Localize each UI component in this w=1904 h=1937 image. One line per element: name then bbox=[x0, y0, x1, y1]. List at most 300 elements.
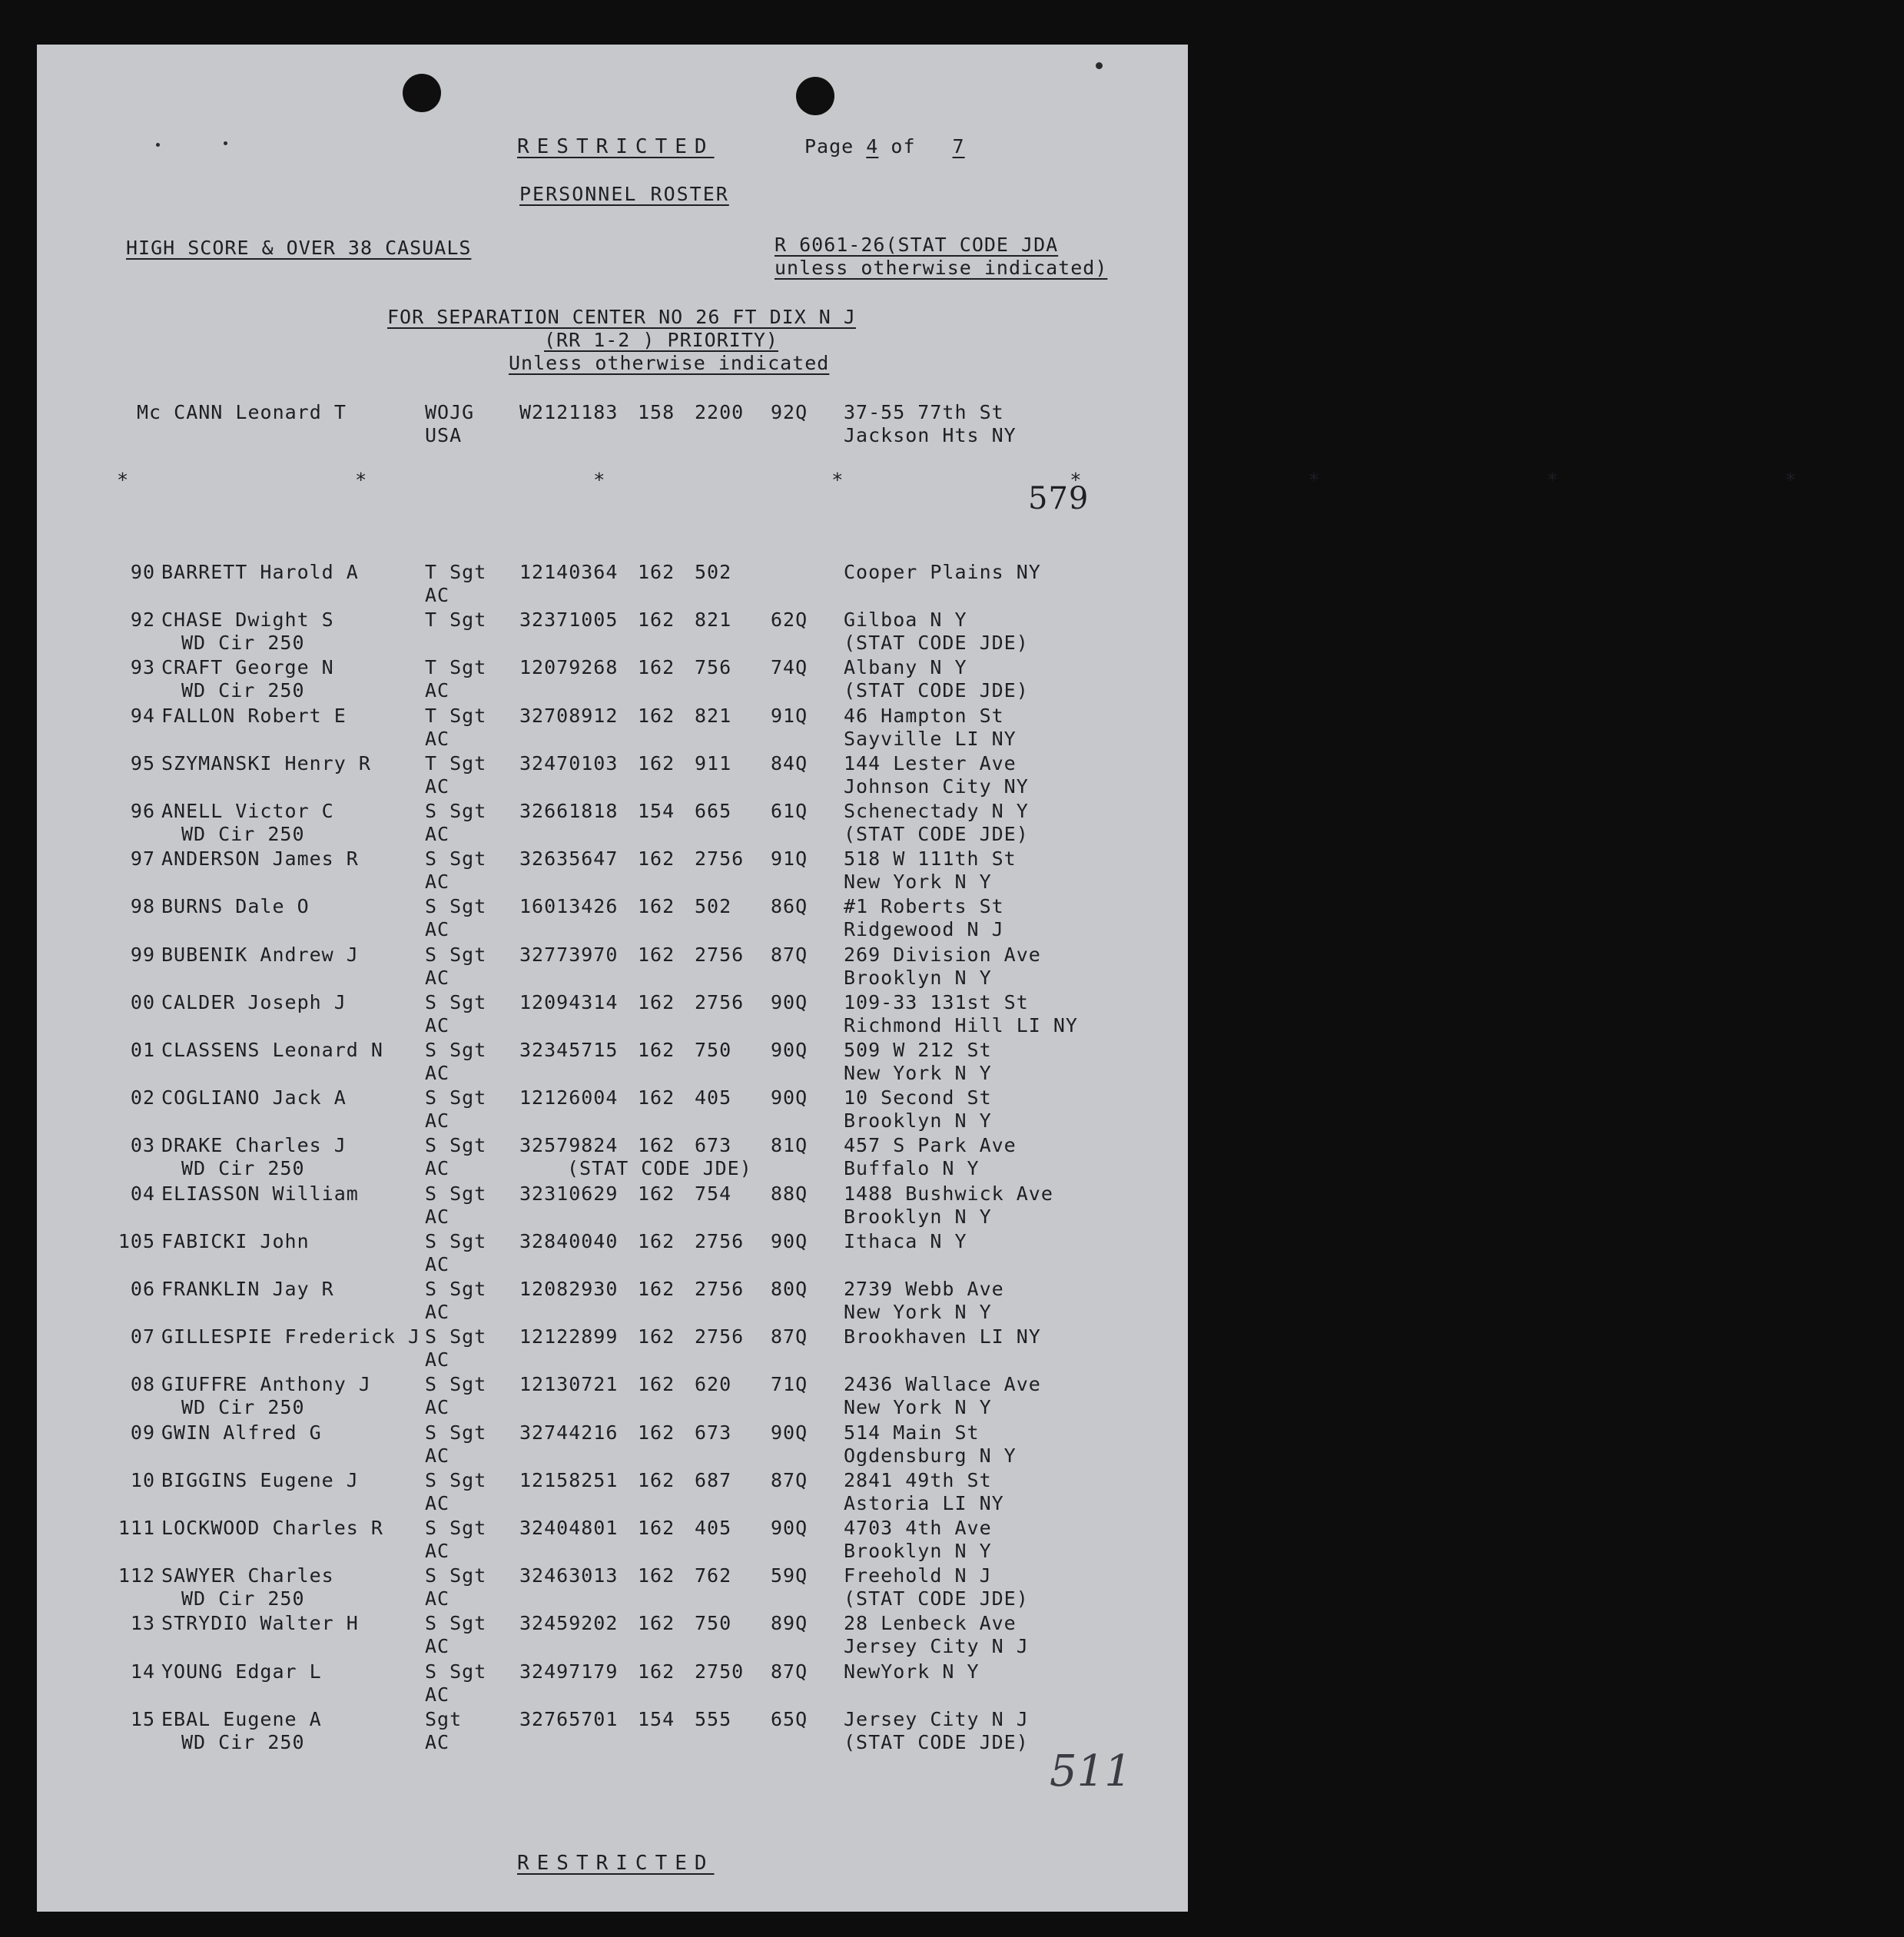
entry-serial: 12158251 bbox=[519, 1468, 619, 1491]
page-number: 4 bbox=[866, 135, 879, 158]
entry-arm: AC bbox=[425, 774, 450, 798]
entry-name: BUBENIK Andrew J bbox=[161, 943, 359, 966]
entry-number: 92 bbox=[130, 609, 155, 632]
entry-address-2: (STAT CODE JDE) bbox=[844, 1730, 1029, 1753]
entry-address-2: (STAT CODE JDE) bbox=[844, 1587, 1029, 1610]
entry-name: ANELL Victor C bbox=[161, 800, 334, 822]
punch-hole-left bbox=[403, 74, 441, 112]
entry-name: EBAL Eugene A bbox=[161, 1707, 322, 1730]
entry-address-1: Jersey City N J bbox=[844, 1707, 1029, 1730]
entry-arm: AC bbox=[425, 1683, 450, 1706]
entry-arm: AC bbox=[425, 1157, 450, 1180]
entry-number: 13 bbox=[130, 1612, 155, 1635]
roster-page bbox=[37, 45, 1904, 1912]
entry-mos: 620 bbox=[695, 1373, 732, 1396]
entry-name: FALLON Robert E bbox=[161, 704, 347, 727]
entry-address-2: Ridgewood N J bbox=[844, 918, 1004, 941]
reference-line-1: R 6061-26(STAT CODE JDA bbox=[775, 234, 1059, 256]
entry-address-2: (STAT CODE JDE) bbox=[844, 679, 1029, 702]
entry-address-1: 269 Division Ave bbox=[844, 943, 1041, 966]
page-indicator bbox=[804, 135, 990, 158]
entry-address-2: Brooklyn N Y bbox=[844, 1109, 992, 1133]
entry-points: 162 bbox=[638, 656, 675, 679]
roster-entry bbox=[37, 1517, 1188, 1564]
entry-serial: 32635647 bbox=[519, 847, 619, 871]
entry-aa: 87Q bbox=[771, 943, 808, 966]
entry-grade: S Sgt bbox=[425, 800, 487, 822]
entry-address-1: 2841 49th St bbox=[844, 1468, 992, 1491]
entry-aa: 90Q bbox=[771, 1039, 808, 1061]
entry-aa: 90Q bbox=[771, 990, 808, 1013]
roster-entry bbox=[37, 944, 1188, 991]
entry-address-1: Cooper Plains NY bbox=[844, 561, 1041, 583]
roster-entry bbox=[37, 1325, 1188, 1373]
entry-grade: S Sgt bbox=[425, 1278, 487, 1300]
entry-mos: 911 bbox=[695, 751, 732, 774]
entry-name: CHASE Dwight S bbox=[161, 609, 334, 632]
entry-serial: 12122899 bbox=[519, 1325, 619, 1348]
entry-address-2: Buffalo N Y bbox=[844, 1157, 980, 1180]
entry-address-2: New York N Y bbox=[844, 1062, 992, 1084]
roster-entry bbox=[37, 1039, 1188, 1086]
entry-address-1: Schenectady N Y bbox=[844, 800, 1029, 822]
entry-aa: 87Q bbox=[771, 1660, 808, 1683]
roster-entry bbox=[37, 1230, 1188, 1278]
entry-reference: WD Cir 250 bbox=[181, 1396, 305, 1419]
entry-mos: 750 bbox=[695, 1612, 732, 1635]
entry-name: BIGGINS Eugene J bbox=[161, 1468, 359, 1491]
entry-aa: 80Q bbox=[771, 1278, 808, 1300]
entry-address-1: 2739 Webb Ave bbox=[844, 1278, 1004, 1300]
entry-points: 162 bbox=[638, 1134, 675, 1157]
entry-address-1: 1488 Bushwick Ave bbox=[844, 1182, 1053, 1205]
entry-points: 162 bbox=[638, 1564, 675, 1587]
entry-serial: 32661818 bbox=[519, 800, 619, 822]
entry-mos: 555 bbox=[695, 1707, 732, 1730]
entry-arm: AC bbox=[425, 1109, 450, 1133]
entry-number: 14 bbox=[130, 1660, 155, 1683]
entry-serial: 32744216 bbox=[519, 1421, 619, 1444]
entry-address-2: New York N Y bbox=[844, 1301, 992, 1323]
entry-number: 97 bbox=[130, 847, 155, 871]
entry-address-2: Richmond Hill LI NY bbox=[844, 1013, 1078, 1036]
entry-points: 162 bbox=[638, 943, 675, 966]
entry-grade: WOJG bbox=[425, 401, 475, 423]
entry-points: 162 bbox=[638, 609, 675, 632]
entry-arm: AC bbox=[425, 1205, 450, 1228]
entry-grade: S Sgt bbox=[425, 943, 487, 966]
entry-arm: AC bbox=[425, 918, 450, 941]
entry-aa: 74Q bbox=[771, 656, 808, 679]
entry-name: FABICKI John bbox=[161, 1229, 310, 1252]
roster-entry bbox=[37, 561, 1188, 609]
entry-aa: 65Q bbox=[771, 1707, 808, 1730]
entry-mos: 2756 bbox=[695, 943, 745, 966]
roster-entry bbox=[37, 1469, 1188, 1517]
entry-grade: S Sgt bbox=[425, 1373, 487, 1396]
entry-number: 07 bbox=[130, 1325, 155, 1348]
entry-points: 162 bbox=[638, 561, 675, 583]
entry-serial: 16013426 bbox=[519, 895, 619, 918]
entry-name: Mc CANN Leonard T bbox=[137, 401, 347, 423]
classification-footer: RESTRICTED bbox=[517, 1852, 715, 1875]
roster-entry bbox=[37, 1708, 1188, 1756]
entry-points: 162 bbox=[638, 1229, 675, 1252]
entry-aa: 91Q bbox=[771, 704, 808, 727]
entry-grade: T Sgt bbox=[425, 704, 487, 727]
entry-serial: 32840040 bbox=[519, 1229, 619, 1252]
entry-number: 08 bbox=[130, 1373, 155, 1396]
entry-number: 99 bbox=[130, 943, 155, 966]
entry-serial: 12079268 bbox=[519, 656, 619, 679]
entry-serial: 32497179 bbox=[519, 1660, 619, 1683]
destination-line-1: FOR SEPARATION CENTER NO 26 FT DIX N J bbox=[387, 306, 856, 328]
entry-aa: 90Q bbox=[771, 1086, 808, 1109]
entry-arm: AC bbox=[425, 1062, 450, 1084]
entry-number: 02 bbox=[130, 1086, 155, 1109]
destination-line-3: Unless otherwise indicated bbox=[509, 352, 830, 374]
entry-points: 158 bbox=[638, 401, 675, 423]
entry-mos: 2200 bbox=[695, 401, 745, 423]
entry-mos: 821 bbox=[695, 609, 732, 632]
entry-aa: 87Q bbox=[771, 1325, 808, 1348]
entry-name: LOCKWOOD Charles R bbox=[161, 1517, 383, 1539]
entry-points: 162 bbox=[638, 1278, 675, 1300]
entry-number: 111 bbox=[118, 1517, 155, 1539]
entry-arm: USA bbox=[425, 424, 463, 446]
entry-reference: WD Cir 250 bbox=[181, 1730, 305, 1753]
entry-mos: 405 bbox=[695, 1517, 732, 1539]
entry-name: BURNS Dale O bbox=[161, 895, 310, 918]
entry-serial: 12126004 bbox=[519, 1086, 619, 1109]
entry-grade: T Sgt bbox=[425, 656, 487, 679]
handwritten-note: 511 bbox=[1050, 1746, 1132, 1796]
entry-name: YOUNG Edgar L bbox=[161, 1660, 322, 1683]
entry-number: 04 bbox=[130, 1182, 155, 1205]
entry-address-1: Brookhaven LI NY bbox=[844, 1325, 1041, 1348]
entry-number: 98 bbox=[130, 895, 155, 918]
entry-arm: AC bbox=[425, 1301, 450, 1323]
roster-title: PERSONNEL ROSTER bbox=[519, 183, 729, 205]
entry-grade: S Sgt bbox=[425, 847, 487, 871]
entry-mos: 405 bbox=[695, 1086, 732, 1109]
entry-aa: 81Q bbox=[771, 1134, 808, 1157]
entry-points: 162 bbox=[638, 1468, 675, 1491]
entry-name: BARRETT Harold A bbox=[161, 561, 359, 583]
entry-number: 01 bbox=[130, 1039, 155, 1061]
entry-name: GILLESPIE Frederick J bbox=[161, 1325, 421, 1348]
entry-address-1: 10 Second St bbox=[844, 1086, 992, 1109]
entry-address-1: 509 W 212 St bbox=[844, 1039, 992, 1061]
entry-address-1: 518 W 111th St bbox=[844, 847, 1017, 871]
entry-reference: WD Cir 250 bbox=[181, 679, 305, 702]
entry-mos: 2756 bbox=[695, 1325, 745, 1348]
entry-serial: 12094314 bbox=[519, 990, 619, 1013]
entry-arm: AC bbox=[425, 823, 450, 845]
page-of: of bbox=[891, 135, 916, 158]
entry-address-2: Brooklyn N Y bbox=[844, 1205, 992, 1228]
entry-address-1: Ithaca N Y bbox=[844, 1229, 967, 1252]
entry-address-1: 2436 Wallace Ave bbox=[844, 1373, 1041, 1396]
entry-serial: 32404801 bbox=[519, 1517, 619, 1539]
entry-mos: 2756 bbox=[695, 990, 745, 1013]
entry-points: 162 bbox=[638, 1612, 675, 1635]
classification-header: RESTRICTED bbox=[517, 135, 715, 158]
entry-address-1: Freehold N J bbox=[844, 1564, 992, 1587]
page-total: 7 bbox=[952, 135, 965, 158]
entry-serial: 32708912 bbox=[519, 704, 619, 727]
roster-entry bbox=[37, 1660, 1188, 1708]
roster-entry bbox=[37, 752, 1188, 800]
entry-aa: 86Q bbox=[771, 895, 808, 918]
entry-address-1: 37-55 77th St bbox=[844, 401, 1004, 423]
entry-serial: 12082930 bbox=[519, 1278, 619, 1300]
entry-number: 00 bbox=[130, 990, 155, 1013]
entry-aa: 89Q bbox=[771, 1612, 808, 1635]
entry-aa: 84Q bbox=[771, 751, 808, 774]
entry-serial: 32773970 bbox=[519, 943, 619, 966]
entry-grade: T Sgt bbox=[425, 561, 487, 583]
entry-stat-code: (STAT CODE JDE) bbox=[567, 1157, 752, 1180]
entry-address-2: Brooklyn N Y bbox=[844, 1540, 992, 1562]
entry-arm: AC bbox=[425, 1587, 450, 1610]
entry-grade: S Sgt bbox=[425, 1134, 487, 1157]
entry-address-2: New York N Y bbox=[844, 1396, 992, 1419]
entry-grade: S Sgt bbox=[425, 990, 487, 1013]
entry-address-2: (STAT CODE JDE) bbox=[844, 632, 1029, 655]
entry-name: CRAFT George N bbox=[161, 656, 334, 679]
entry-number: 15 bbox=[130, 1707, 155, 1730]
entry-mos: 756 bbox=[695, 656, 732, 679]
entry-serial: 12140364 bbox=[519, 561, 619, 583]
entry-aa: 88Q bbox=[771, 1182, 808, 1205]
entry-serial: 32463013 bbox=[519, 1564, 619, 1587]
entry-number: 93 bbox=[130, 656, 155, 679]
entry-reference: WD Cir 250 bbox=[181, 823, 305, 845]
roster-entry bbox=[37, 1134, 1188, 1182]
roster-entry bbox=[37, 800, 1188, 847]
entry-arm: AC bbox=[425, 727, 450, 750]
entry-points: 162 bbox=[638, 847, 675, 871]
roster-entry bbox=[37, 705, 1188, 752]
entry-mos: 750 bbox=[695, 1039, 732, 1061]
entry-arm: AC bbox=[425, 1444, 450, 1467]
entry-mos: 665 bbox=[695, 800, 732, 822]
entry-name: ELIASSON William bbox=[161, 1182, 359, 1205]
entry-arm: AC bbox=[425, 1491, 450, 1514]
entry-mos: 2756 bbox=[695, 847, 745, 871]
entry-grade: S Sgt bbox=[425, 1039, 487, 1061]
entry-address-2: Sayville LI NY bbox=[844, 727, 1017, 750]
entry-address-1: 4703 4th Ave bbox=[844, 1517, 992, 1539]
roster-entry bbox=[37, 847, 1188, 895]
entry-address-2: Johnson City NY bbox=[844, 774, 1029, 798]
entry-address-2: Brooklyn N Y bbox=[844, 966, 992, 989]
entry-serial: 32765701 bbox=[519, 1707, 619, 1730]
entry-mos: 673 bbox=[695, 1421, 732, 1444]
entry-name: GIUFFRE Anthony J bbox=[161, 1373, 371, 1396]
entry-arm: AC bbox=[425, 679, 450, 702]
entry-reference: WD Cir 250 bbox=[181, 1157, 305, 1180]
entry-arm: AC bbox=[425, 1730, 450, 1753]
entry-points: 162 bbox=[638, 1421, 675, 1444]
roster-entry bbox=[37, 656, 1188, 704]
entry-serial: 12130721 bbox=[519, 1373, 619, 1396]
entry-number: 94 bbox=[130, 704, 155, 727]
punch-hole-right bbox=[796, 77, 834, 115]
entry-name: SZYMANSKI Henry R bbox=[161, 751, 371, 774]
entry-address-1: Gilboa N Y bbox=[844, 609, 967, 632]
page-label: Page bbox=[804, 135, 854, 158]
entry-arm: AC bbox=[425, 1635, 450, 1658]
entry-number: 03 bbox=[130, 1134, 155, 1157]
roster-entry bbox=[37, 1182, 1188, 1230]
entry-arm: AC bbox=[425, 1396, 450, 1419]
entry-aa: 62Q bbox=[771, 609, 808, 632]
entry-number: 09 bbox=[130, 1421, 155, 1444]
separator-asterisks: * * * * * * * * bbox=[117, 469, 1904, 491]
entry-aa: 71Q bbox=[771, 1373, 808, 1396]
entry-address-1: 109-33 131st St bbox=[844, 990, 1029, 1013]
entry-address-1: Albany N Y bbox=[844, 656, 967, 679]
entry-serial: 32470103 bbox=[519, 751, 619, 774]
entry-name: STRYDIO Walter H bbox=[161, 1612, 359, 1635]
entry-points: 162 bbox=[638, 1517, 675, 1539]
entry-serial: 32459202 bbox=[519, 1612, 619, 1635]
entry-name: COGLIANO Jack A bbox=[161, 1086, 347, 1109]
entry-points: 154 bbox=[638, 1707, 675, 1730]
entry-address-2: Ogdensburg N Y bbox=[844, 1444, 1017, 1467]
entry-arm: AC bbox=[425, 1252, 450, 1275]
roster-entry bbox=[37, 1612, 1188, 1660]
entry-points: 162 bbox=[638, 1325, 675, 1348]
entry-number: 95 bbox=[130, 751, 155, 774]
entry-arm: AC bbox=[425, 1348, 450, 1371]
entry-points: 162 bbox=[638, 990, 675, 1013]
entry-mos: 502 bbox=[695, 895, 732, 918]
entry-points: 162 bbox=[638, 751, 675, 774]
entry-aa: 90Q bbox=[771, 1229, 808, 1252]
entry-address-2: Astoria LI NY bbox=[844, 1491, 1004, 1514]
entry-points: 162 bbox=[638, 1039, 675, 1061]
roster-entry bbox=[37, 991, 1188, 1039]
roster-entry bbox=[37, 609, 1188, 656]
ink-speck bbox=[224, 141, 227, 145]
entry-serial: 32371005 bbox=[519, 609, 619, 632]
ink-speck bbox=[1096, 62, 1103, 69]
entry-name: FRANKLIN Jay R bbox=[161, 1278, 334, 1300]
entry-points: 162 bbox=[638, 1086, 675, 1109]
entry-mos: 2750 bbox=[695, 1660, 745, 1683]
entry-address-1: 28 Lenbeck Ave bbox=[844, 1612, 1017, 1635]
entry-serial: 32310629 bbox=[519, 1182, 619, 1205]
entry-points: 162 bbox=[638, 1660, 675, 1683]
margin-number: 579 bbox=[1028, 481, 1090, 516]
ink-speck bbox=[156, 143, 160, 147]
entry-mos: 687 bbox=[695, 1468, 732, 1491]
entry-mos: 2756 bbox=[695, 1278, 745, 1300]
entry-points: 162 bbox=[638, 895, 675, 918]
entry-grade: T Sgt bbox=[425, 751, 487, 774]
unit-designation: HIGH SCORE & OVER 38 CASUALS bbox=[126, 237, 472, 259]
entry-points: 162 bbox=[638, 1373, 675, 1396]
entry-aa: 59Q bbox=[771, 1564, 808, 1587]
entry-mos: 821 bbox=[695, 704, 732, 727]
entry-aa: 92Q bbox=[771, 401, 808, 423]
entry-mos: 673 bbox=[695, 1134, 732, 1157]
entry-number: 06 bbox=[130, 1278, 155, 1300]
entry-name: CALDER Joseph J bbox=[161, 990, 347, 1013]
roster-entry bbox=[37, 1278, 1188, 1325]
entry-serial: 32579824 bbox=[519, 1134, 619, 1157]
destination-line-2: (RR 1-2 ) PRIORITY) bbox=[544, 329, 778, 351]
entry-aa: 90Q bbox=[771, 1517, 808, 1539]
entry-address-2: New York N Y bbox=[844, 871, 992, 894]
entry-name: ANDERSON James R bbox=[161, 847, 359, 871]
entry-mos: 762 bbox=[695, 1564, 732, 1587]
entry-grade: S Sgt bbox=[425, 1086, 487, 1109]
entry-grade: Sgt bbox=[425, 1707, 463, 1730]
entry-grade: S Sgt bbox=[425, 1182, 487, 1205]
entry-points: 162 bbox=[638, 1182, 675, 1205]
entry-grade: S Sgt bbox=[425, 1229, 487, 1252]
entry-aa: 87Q bbox=[771, 1468, 808, 1491]
roster-entry bbox=[37, 1564, 1188, 1612]
entry-grade: S Sgt bbox=[425, 1468, 487, 1491]
entry-address-1: 144 Lester Ave bbox=[844, 751, 1017, 774]
entry-arm: AC bbox=[425, 966, 450, 989]
entry-mos: 754 bbox=[695, 1182, 732, 1205]
entry-number: 112 bbox=[118, 1564, 155, 1587]
entry-reference: WD Cir 250 bbox=[181, 632, 305, 655]
entry-aa: 90Q bbox=[771, 1421, 808, 1444]
roster-entry bbox=[37, 895, 1188, 943]
entry-name: SAWYER Charles bbox=[161, 1564, 334, 1587]
entry-address-1: 46 Hampton St bbox=[844, 704, 1004, 727]
entry-grade: S Sgt bbox=[425, 1660, 487, 1683]
entry-name: DRAKE Charles J bbox=[161, 1134, 347, 1157]
entry-arm: AC bbox=[425, 1013, 450, 1036]
entry-address-1: NewYork N Y bbox=[844, 1660, 980, 1683]
entry-address-2: Jersey City N J bbox=[844, 1635, 1029, 1658]
entry-grade: S Sgt bbox=[425, 1564, 487, 1587]
entry-name: CLASSENS Leonard N bbox=[161, 1039, 383, 1061]
entry-arm: AC bbox=[425, 871, 450, 894]
roster-entry bbox=[37, 1086, 1188, 1134]
entry-number: 90 bbox=[130, 561, 155, 583]
entry-mos: 502 bbox=[695, 561, 732, 583]
reference-line-2: unless otherwise indicated) bbox=[775, 257, 1108, 279]
roster-entry-first bbox=[37, 401, 1188, 449]
entry-arm: AC bbox=[425, 584, 450, 606]
entry-serial: W2121183 bbox=[519, 401, 619, 423]
entry-address-2: Jackson Hts NY bbox=[844, 424, 1017, 446]
roster-entry bbox=[37, 1421, 1188, 1469]
entry-grade: T Sgt bbox=[425, 609, 487, 632]
entry-points: 162 bbox=[638, 704, 675, 727]
entry-reference: WD Cir 250 bbox=[181, 1587, 305, 1610]
entry-points: 154 bbox=[638, 800, 675, 822]
entry-grade: S Sgt bbox=[425, 1325, 487, 1348]
entry-serial: 32345715 bbox=[519, 1039, 619, 1061]
entry-address-1: 514 Main St bbox=[844, 1421, 980, 1444]
entry-address-1: #1 Roberts St bbox=[844, 895, 1004, 918]
entry-grade: S Sgt bbox=[425, 895, 487, 918]
entry-grade: S Sgt bbox=[425, 1517, 487, 1539]
entry-address-2: (STAT CODE JDE) bbox=[844, 823, 1029, 845]
entry-number: 96 bbox=[130, 800, 155, 822]
roster-entry bbox=[37, 1373, 1188, 1421]
